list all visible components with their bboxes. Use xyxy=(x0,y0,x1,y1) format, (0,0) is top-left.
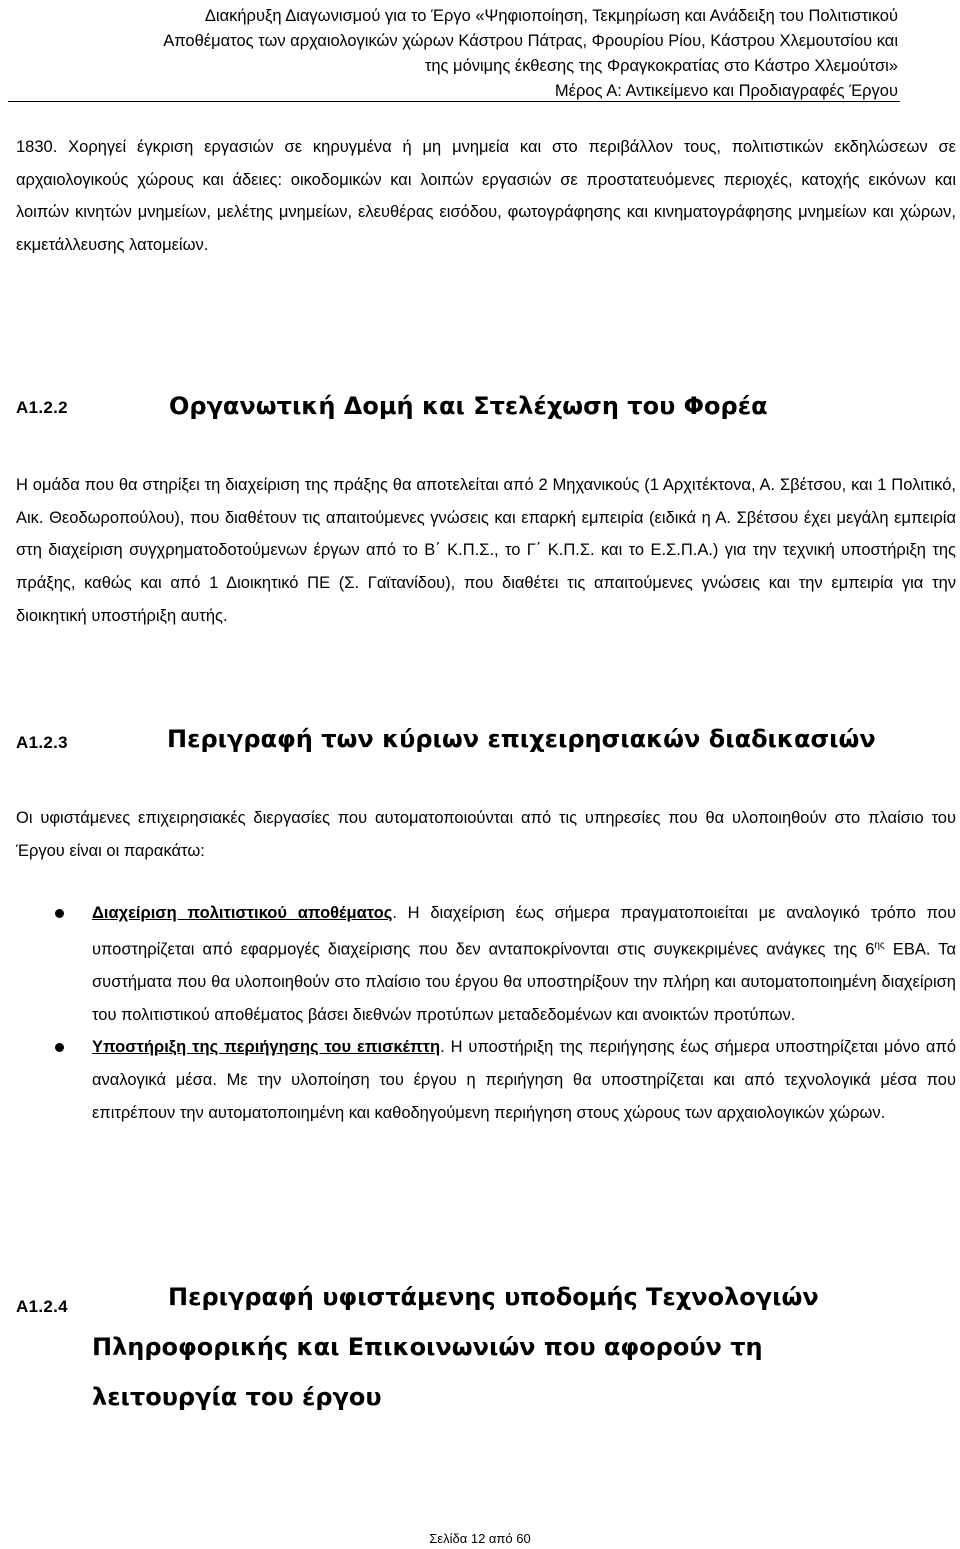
bullet-icon xyxy=(55,909,64,918)
list-item-text: . Η υποστήριξη της περιήγησης έως σήμερα υποστηρίζεται μόνο από αναλογικά μέσα. Με την υλοποίηση του έργου η περιήγηση θα υποστηρίζεται και από τεχνολογικά μέσα που επιτρέπουν την αυτοματοποιημένη και καθοδηγούμενη περιήγηση στους χώρους των αρχαιολογικών χώρων. xyxy=(92,1038,957,1122)
header-line-4: Μέρος Α: Αντικείμενο και Προδιαγραφές Έργου xyxy=(554,82,898,100)
section-number: Α1.2.3 xyxy=(16,733,68,752)
page-number: Σελίδα 12 από 60 xyxy=(429,1531,531,1546)
section-heading-1-2-2 xyxy=(16,392,956,432)
list-item xyxy=(0,897,956,1031)
header-line-2: Αποθέματος των αρχαιολογικών χώρων Κάστρου Πάτρας, Φρουρίου Ρίου, Κάστρου Χλεμουτσίου και xyxy=(163,32,898,50)
bullet-icon xyxy=(55,1043,64,1052)
section-1-2-2-body: Η ομάδα που θα στηρίξει τη διαχείριση της πράξης θα αποτελείται από 2 Μηχανικούς (1 Αρχιτέκτονα, Α. Σβέτσου, και 1 Πολιτικό, Αικ. Θεοδωροπούλου), που διαθέτουν τις απαιτούμενες γνώσεις και επαρκή εμπειρία (ειδικά η Α. Σβέτσου έχει μεγάλη εμπειρία στη διαχείριση συγχρηματοδοτούμενων έργων από το Β΄ Κ.Π.Σ., το Γ΄ Κ.Π.Σ. και το Ε.Σ.Π.Α.) για την τεχνική υποστήριξη της πράξης, καθώς και από 1 Διοικητικό ΠΕ (Σ. Γαϊτανίδου), που διαθέτει τις απαιτούμενες γνώσεις και την εμπειρία για την διοικητική υποστήριξη αυτής. xyxy=(16,476,956,625)
running-header xyxy=(0,4,898,104)
header-line-3: της μόνιμης έκθεσης της Φραγκοκρατίας στο Κάστρο Χλεμούτσι» xyxy=(424,57,898,75)
section-title: Περιγραφή των κύριων επιχειρησιακών διαδικασιών xyxy=(167,725,876,753)
section-heading-1-2-3 xyxy=(16,723,956,763)
list-item-text-cont: ΕΒΑ. Τα συστήματα που θα υλοποιηθούν στο πλαίσιο του έργου θα υποστηρίξουν την πλήρη και αυτοματοποιημένη διαχείριση του πολιτιστικού αποθέματος βάσει διεθνών προτύπων μεταδεδομένων και ανοικτών προτύπων. xyxy=(92,940,956,1024)
intro-paragraph: 1830. Χορηγεί έγκριση εργασιών σε κηρυγμένα ή μη μνημεία και στο περιβάλλον τους, πολιτιστικών εκδηλώσεων σε αρχαιολογικούς χώρους και άδειες: οικοδομικών και λοιπών εργασιών σε προστατευόμενες περιοχές, κατοχής εικόνων και λοιπών κινητών μνημείων, μελέτης μνημείων, ελευθέρας εισόδου, φωτογράφησης και κινηματογράφησης μνημείων και χώρων, εκμετάλλευσης λατομείων. xyxy=(16,138,956,255)
header-divider xyxy=(8,101,900,102)
section-heading-1-2-4 xyxy=(16,1283,956,1433)
section-number: Α1.2.2 xyxy=(16,398,68,417)
section-title-line-2: Πληροφορικής και Επικοινωνιών που αφορούν τη xyxy=(92,1333,763,1361)
section-title-line-3: λειτουργία του έργου xyxy=(92,1383,382,1411)
section-number: Α1.2.4 xyxy=(16,1297,68,1316)
ordinal-suffix: ης xyxy=(874,939,885,951)
list-item-text: . Η διαχείριση έως σήμερα πραγματοποιείται με αναλογικό τρόπο που υποστηρίζεται από εφαρμογές διαχείρισης που δεν ανταποκρίνονται στις συγκεκριμένες ανάγκες της 6 xyxy=(92,904,956,959)
header-line-1: Διακήρυξη Διαγωνισμού για το Έργο «Ψηφιοποίηση, Τεκμηρίωση και Ανάδειξη του Πολιτιστικού xyxy=(204,7,898,25)
list-item-lead: Υποστήριξη της περιήγησης του επισκέπτη xyxy=(92,1038,441,1057)
section-title-line-1: Περιγραφή υφιστάμενης υποδομής Τεχνολογιών xyxy=(168,1283,819,1311)
section-1-2-3-intro: Οι υφιστάμενες επιχειρησιακές διεργασίες που αυτοματοποιούνται από τις υπηρεσίες που θα υλοποιηθούν στο πλαίσιο του Έργου είναι οι παρακάτω: xyxy=(16,809,956,860)
process-list xyxy=(0,897,960,1129)
section-title: Οργανωτική Δομή και Στελέχωση του Φορέα xyxy=(169,392,768,420)
list-item-lead: Διαχείριση πολιτιστικού αποθέματος xyxy=(92,904,393,922)
list-item xyxy=(0,1031,956,1129)
